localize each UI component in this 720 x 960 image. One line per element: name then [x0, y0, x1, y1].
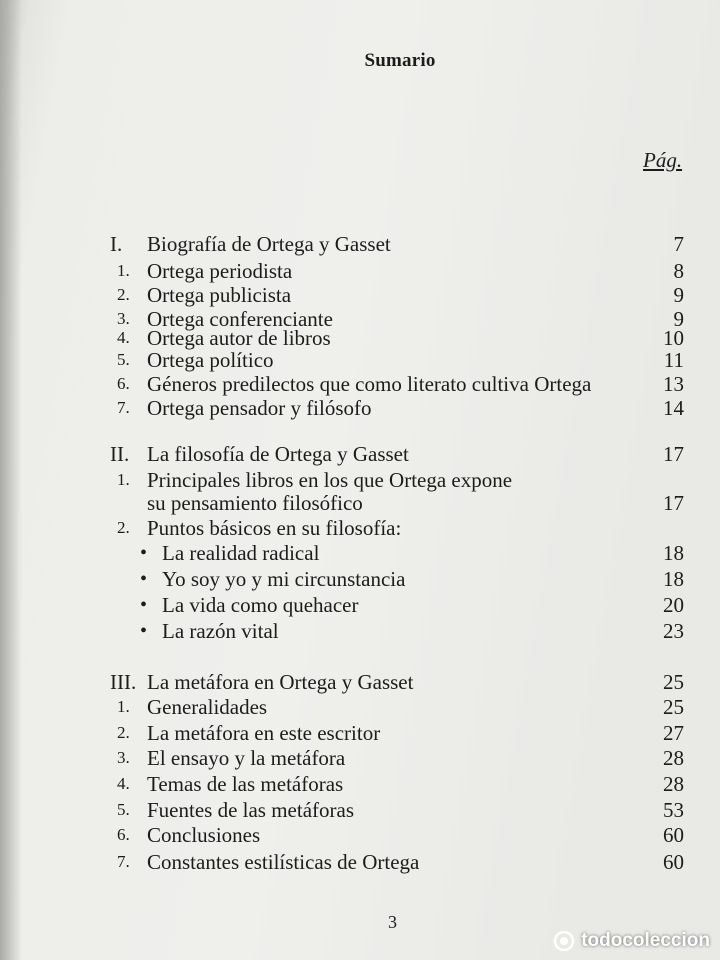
section-title: La metáfora en Ortega y Gasset: [147, 670, 414, 694]
toc-section-iii: [0, 669, 720, 695]
toc-item: [0, 515, 720, 541]
item-number: 5.: [117, 800, 130, 819]
item-title: Ortega pensador y filósofo: [147, 396, 372, 420]
toc-item: [0, 371, 720, 397]
item-title: Principales libros en los que Ortega expone: [147, 468, 513, 492]
item-page: 53: [663, 798, 684, 822]
toc-bullet-item: [0, 566, 720, 592]
item-page: 60: [663, 850, 684, 874]
bullet-title: Yo soy yo y mi circunstancia: [162, 567, 406, 591]
toc-item: [0, 258, 720, 284]
item-number: 2.: [117, 518, 130, 537]
toc-section-i: [0, 231, 720, 257]
bullet-page: 23: [663, 619, 684, 643]
bullet-icon: •: [140, 568, 148, 590]
item-number: 2.: [117, 285, 130, 304]
item-title: Generalidades: [147, 695, 268, 719]
page-column-header: Pág.: [643, 148, 683, 172]
toc-item: [0, 771, 720, 797]
bullet-icon: •: [140, 542, 148, 564]
item-page: 11: [663, 348, 684, 372]
item-number: 2.: [117, 723, 130, 742]
item-title: Constantes estilísticas de Ortega: [147, 850, 420, 874]
bullet-icon: •: [140, 620, 148, 642]
item-page: 13: [663, 372, 684, 396]
item-title: Fuentes de las metáforas: [147, 798, 355, 822]
toc-item-continuation: [0, 490, 720, 516]
toc-item: [0, 347, 720, 373]
item-page: 9: [673, 307, 684, 331]
bullet-title: La razón vital: [162, 619, 279, 643]
toc-item: [0, 694, 720, 720]
toc-item: [0, 282, 720, 308]
item-number: 1.: [117, 470, 130, 489]
item-number: 4.: [117, 774, 130, 793]
section-title: La filosofía de Ortega y Gasset: [147, 442, 409, 466]
item-title-continued: su pensamiento filosófico: [147, 491, 363, 515]
section-number: II.: [110, 442, 130, 466]
toc-bullet-item: [0, 540, 720, 566]
item-page: 8: [673, 259, 684, 283]
item-page: 14: [663, 396, 684, 420]
item-number: 4.: [117, 328, 130, 347]
section-title: Biografía de Ortega y Gasset: [147, 232, 391, 256]
toc-bullet-item: [0, 618, 720, 644]
page-number: 3: [388, 912, 397, 932]
watermark-text: todocoleccion: [581, 930, 710, 951]
item-page: 9: [673, 283, 684, 307]
section-number: I.: [110, 232, 123, 256]
item-title: Ortega periodista: [147, 259, 293, 283]
item-title: Ortega publicista: [147, 283, 292, 307]
item-page: 25: [663, 695, 684, 719]
toc-item: [0, 797, 720, 823]
watermark: [553, 930, 710, 952]
item-number: 7.: [117, 852, 130, 871]
item-page: 28: [663, 746, 684, 770]
toc-item: [0, 745, 720, 771]
toc-bullet-item: [0, 592, 720, 618]
item-number: 6.: [117, 374, 130, 393]
todocoleccion-logo-icon: [553, 930, 575, 952]
item-number: 1.: [117, 697, 130, 716]
item-number: 3.: [117, 748, 130, 767]
toc-item: [0, 849, 720, 875]
item-title: El ensayo y la metáfora: [147, 746, 346, 770]
item-number: 7.: [117, 398, 130, 417]
bullet-icon: •: [140, 594, 148, 616]
item-page: 27: [663, 721, 684, 745]
section-page: 7: [673, 232, 684, 256]
item-title: Puntos básicos en su filosofía:: [147, 516, 402, 540]
item-page: 17: [663, 491, 684, 515]
item-page: 60: [663, 823, 684, 847]
bullet-page: 18: [663, 567, 684, 591]
item-title: Conclusiones: [147, 823, 261, 847]
item-page: 28: [663, 772, 684, 796]
bullet-title: La realidad radical: [162, 541, 320, 565]
item-title: Ortega conferenciante: [147, 307, 333, 331]
item-number: 5.: [117, 350, 130, 369]
section-number: III.: [110, 670, 137, 694]
bullet-title: La vida como quehacer: [162, 593, 359, 617]
page-title: Sumario: [364, 50, 436, 71]
toc-section-ii: [0, 441, 720, 467]
bullet-page: 18: [663, 541, 684, 565]
item-title: Temas de las metáforas: [147, 772, 344, 796]
item-number: 3.: [117, 309, 130, 328]
section-page: 17: [663, 442, 684, 466]
item-title: Ortega político: [147, 348, 274, 372]
toc-item: [0, 822, 720, 848]
item-page: 10: [663, 326, 684, 350]
item-number: 6.: [117, 825, 130, 844]
item-number: 1.: [117, 261, 130, 280]
item-title: Géneros predilectos que como literato cultiva Ortega: [147, 372, 592, 396]
item-title: Ortega autor de libros: [147, 326, 331, 350]
bullet-page: 20: [663, 593, 684, 617]
item-title: La metáfora en este escritor: [147, 721, 381, 745]
section-page: 25: [663, 670, 684, 694]
toc-item: [0, 720, 720, 746]
toc-item: [0, 395, 720, 421]
